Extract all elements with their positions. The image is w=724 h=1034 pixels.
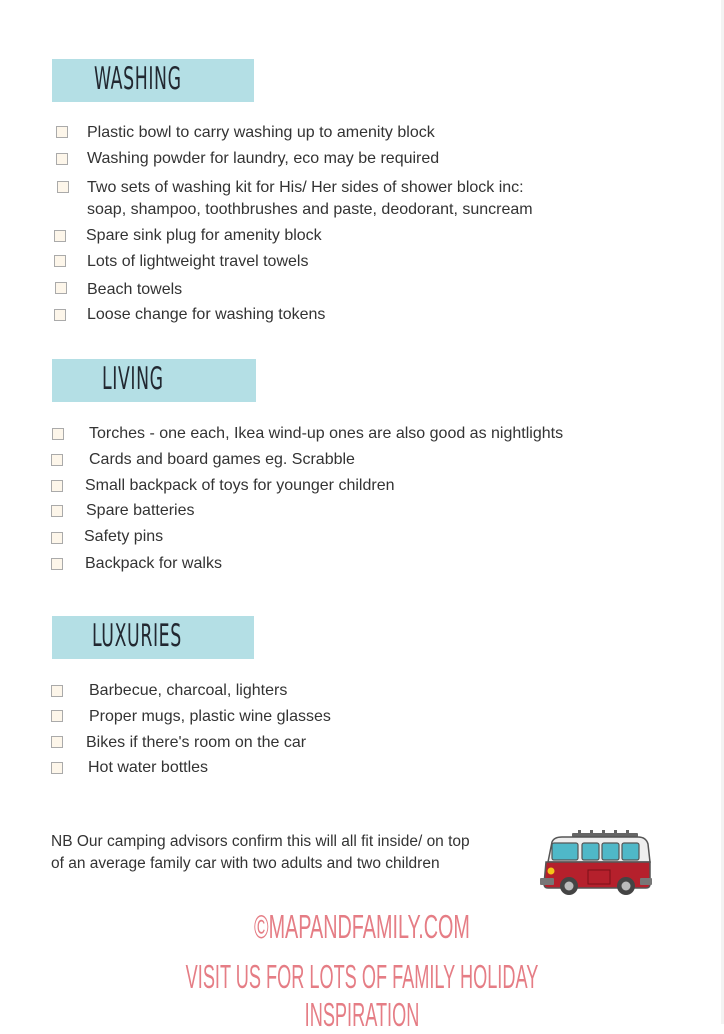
checkbox[interactable] <box>57 181 69 193</box>
footnote-line-2: of an average family car with two adults and two children <box>51 855 440 872</box>
list-item: Safety pins <box>84 528 164 545</box>
list-item: Loose change for washing tokens <box>87 306 326 323</box>
section-title: WASHING <box>94 61 182 97</box>
checkbox[interactable] <box>51 558 63 570</box>
section-header-washing <box>52 59 254 102</box>
checkbox[interactable] <box>54 255 66 267</box>
checkbox[interactable] <box>51 454 63 466</box>
tagline-text: VISIT US FOR LOTS OF FAMILY HOLIDAY INSPIRATION <box>185 958 539 1033</box>
list-item: Backpack for walks <box>85 555 222 572</box>
checkbox[interactable] <box>51 710 63 722</box>
checkbox[interactable] <box>56 153 68 165</box>
footnote <box>51 831 470 875</box>
checkbox[interactable] <box>51 762 63 774</box>
list-item: Cards and board games eg. Scrabble <box>89 451 355 468</box>
list-item: Washing powder for laundry, eco may be required <box>87 150 440 167</box>
checkbox[interactable] <box>51 736 63 748</box>
checkbox[interactable] <box>51 532 63 544</box>
checkbox[interactable] <box>54 309 66 321</box>
list-item: Lots of lightweight travel towels <box>87 253 309 270</box>
checkbox[interactable] <box>51 505 63 517</box>
list-item: Hot water bottles <box>88 759 209 776</box>
footnote-line-1: NB Our camping advisors confirm this will all fit inside/ on top <box>51 833 470 850</box>
checkbox[interactable] <box>55 282 67 294</box>
list-item: Small backpack of toys for younger children <box>85 477 395 494</box>
section-title: LIVING <box>102 361 164 397</box>
list-item: Plastic bowl to carry washing up to amenity block <box>87 124 435 141</box>
list-item: Torches - one each, Ikea wind-up ones are also good as nightlights <box>89 425 564 442</box>
checkbox[interactable] <box>52 428 64 440</box>
checkbox[interactable] <box>51 685 63 697</box>
copyright-text: ©MAPANDFAMILY.COM <box>254 908 470 945</box>
section-header-living <box>52 359 256 402</box>
camper-van-icon <box>538 830 654 898</box>
list-item: Proper mugs, plastic wine glasses <box>89 708 331 725</box>
checkbox[interactable] <box>51 480 63 492</box>
checkbox[interactable] <box>56 126 68 138</box>
list-item: Spare batteries <box>86 502 195 519</box>
list-item: Beach towels <box>87 281 183 298</box>
list-item-continuation: soap, shampoo, toothbrushes and paste, deodorant, suncream <box>87 201 533 218</box>
checkbox[interactable] <box>54 230 66 242</box>
list-item: Bikes if there's room on the car <box>86 734 307 751</box>
list-item: Two sets of washing kit for His/ Her sides of shower block inc: <box>87 179 524 196</box>
list-item: Spare sink plug for amenity block <box>86 227 322 244</box>
section-header-luxuries <box>52 616 254 659</box>
list-item: Barbecue, charcoal, lighters <box>89 682 288 699</box>
section-title: LUXURIES <box>92 618 182 654</box>
